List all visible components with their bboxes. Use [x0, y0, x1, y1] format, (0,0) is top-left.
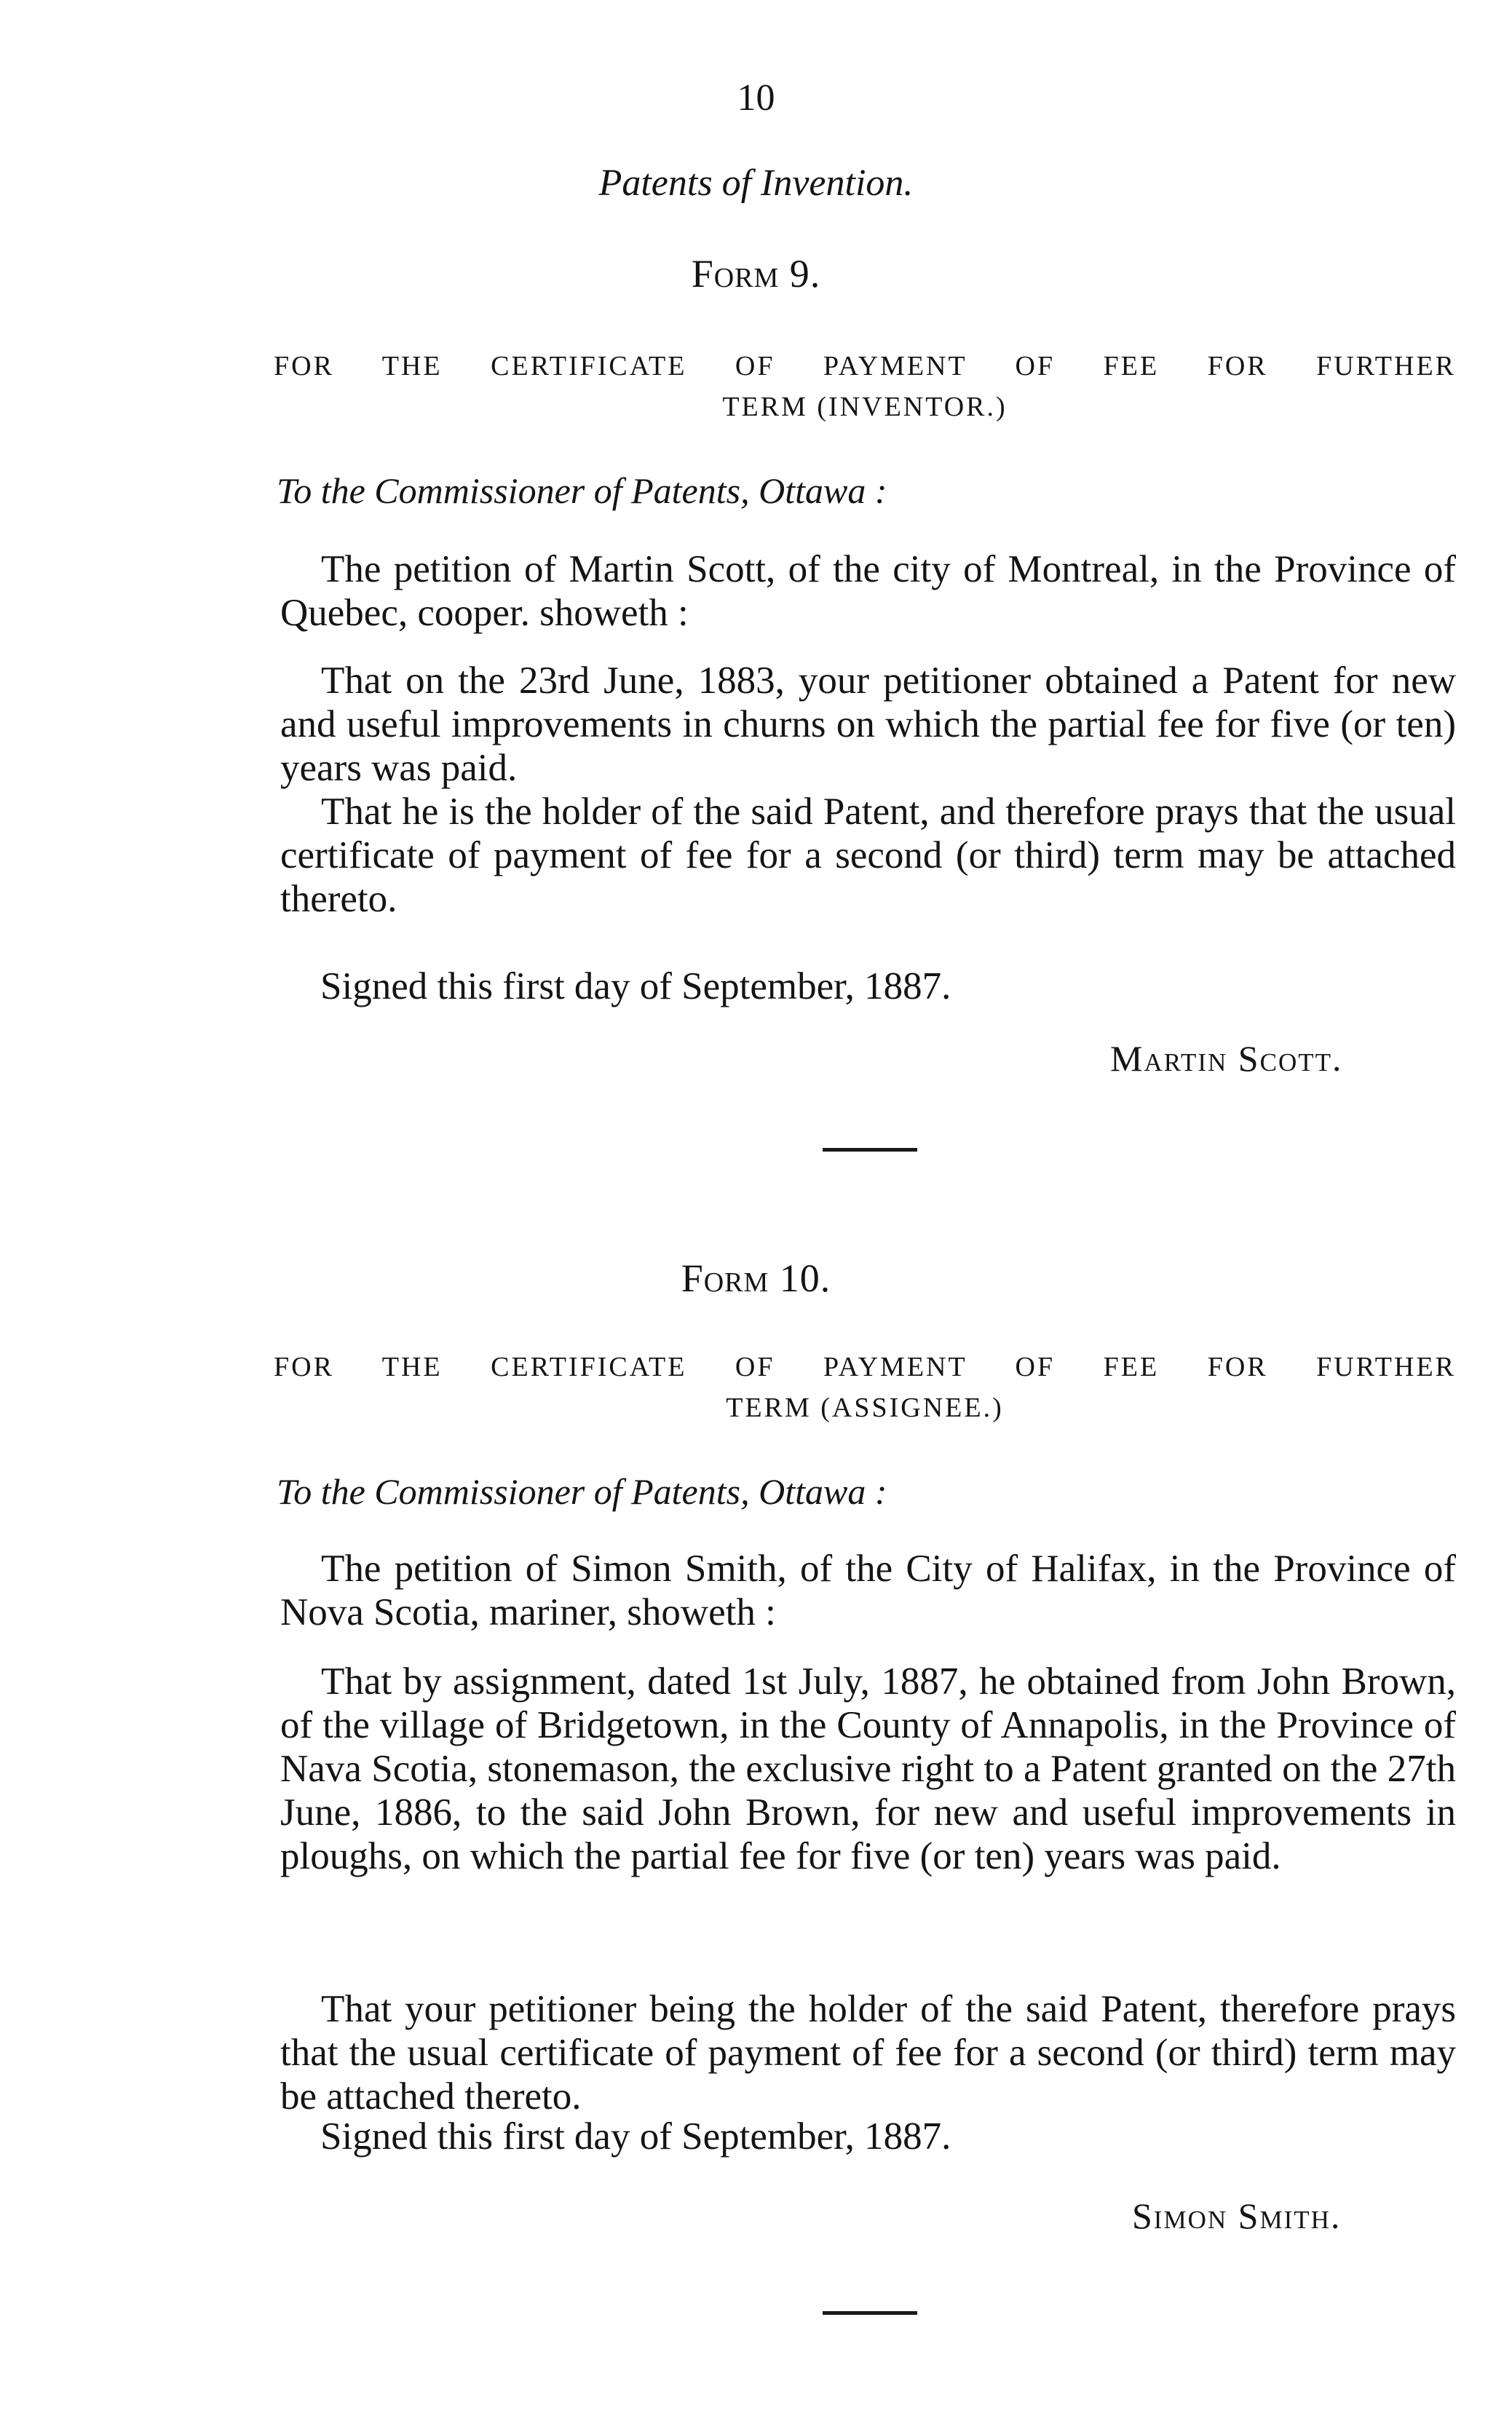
- signed-line: Signed this first day of September, 1887.: [320, 2115, 951, 2158]
- petition-paragraph: The petition of Simon Smith, of the City of Halifax, in the Province of Nova Scotia, mariner, showeth :: [280, 1548, 1456, 1633]
- form-heading-line: FOR THE CERTIFICATE OF PAYMENT OF FEE FOR FURTHER: [274, 1352, 1456, 1382]
- form-title: Form 10.: [681, 1256, 831, 1300]
- section-divider: [823, 2311, 917, 2315]
- form-title: Form 9.: [691, 252, 821, 296]
- form-heading-line: TERM (ASSIGNEE.): [726, 1393, 1004, 1423]
- petition-paragraph: That on the 23rd June, 1883, your petitioner obtained a Patent for new and useful improvements in churns on which the partial fee for five (or ten) years was paid.: [280, 660, 1456, 789]
- petition-paragraph: That your petitioner being the holder of the said Patent, therefore prays that the usual certificate of payment of fee for a second (or third) term may be attached thereto.: [280, 1988, 1456, 2118]
- petition-paragraph: That by assignment, dated 1st July, 1887, he obtained from John Brown, of the village of Bridgetown, in the County of Annapolis, in the Province of Nava Scotia, stonemason, the exclusive right to a Patent granted on the 27th June, 1886, to the said John Brown, for new and useful improvements in ploughs, on which the partial fee for five (or ten) years was paid.: [280, 1660, 1456, 1877]
- signature: Martin Scott.: [1110, 1038, 1343, 1079]
- petition-paragraph: That he is the holder of the said Patent, and therefore prays that the usual certificate of payment of fee for a second (or third) term may be attached thereto.: [280, 791, 1456, 920]
- form-heading: [274, 1347, 1456, 1428]
- signature: Simon Smith.: [1132, 2195, 1342, 2236]
- petition-paragraph: The petition of Martin Scott, of the city of Montreal, in the Province of Quebec, cooper. showeth :: [280, 548, 1456, 634]
- form-heading-line: FOR THE CERTIFICATE OF PAYMENT OF FEE FOR FURTHER: [274, 351, 1456, 381]
- form-heading: [274, 346, 1456, 427]
- running-title: Patents of Invention.: [598, 162, 914, 204]
- signed-line: Signed this first day of September, 1887.: [320, 965, 951, 1007]
- form-heading-line: TERM (INVENTOR.): [722, 392, 1008, 422]
- section-divider: [823, 1148, 917, 1152]
- page-number: 10: [737, 77, 775, 119]
- addressee: To the Commissioner of Patents, Ottawa :: [277, 1471, 887, 1512]
- addressee: To the Commissioner of Patents, Ottawa :: [277, 470, 887, 511]
